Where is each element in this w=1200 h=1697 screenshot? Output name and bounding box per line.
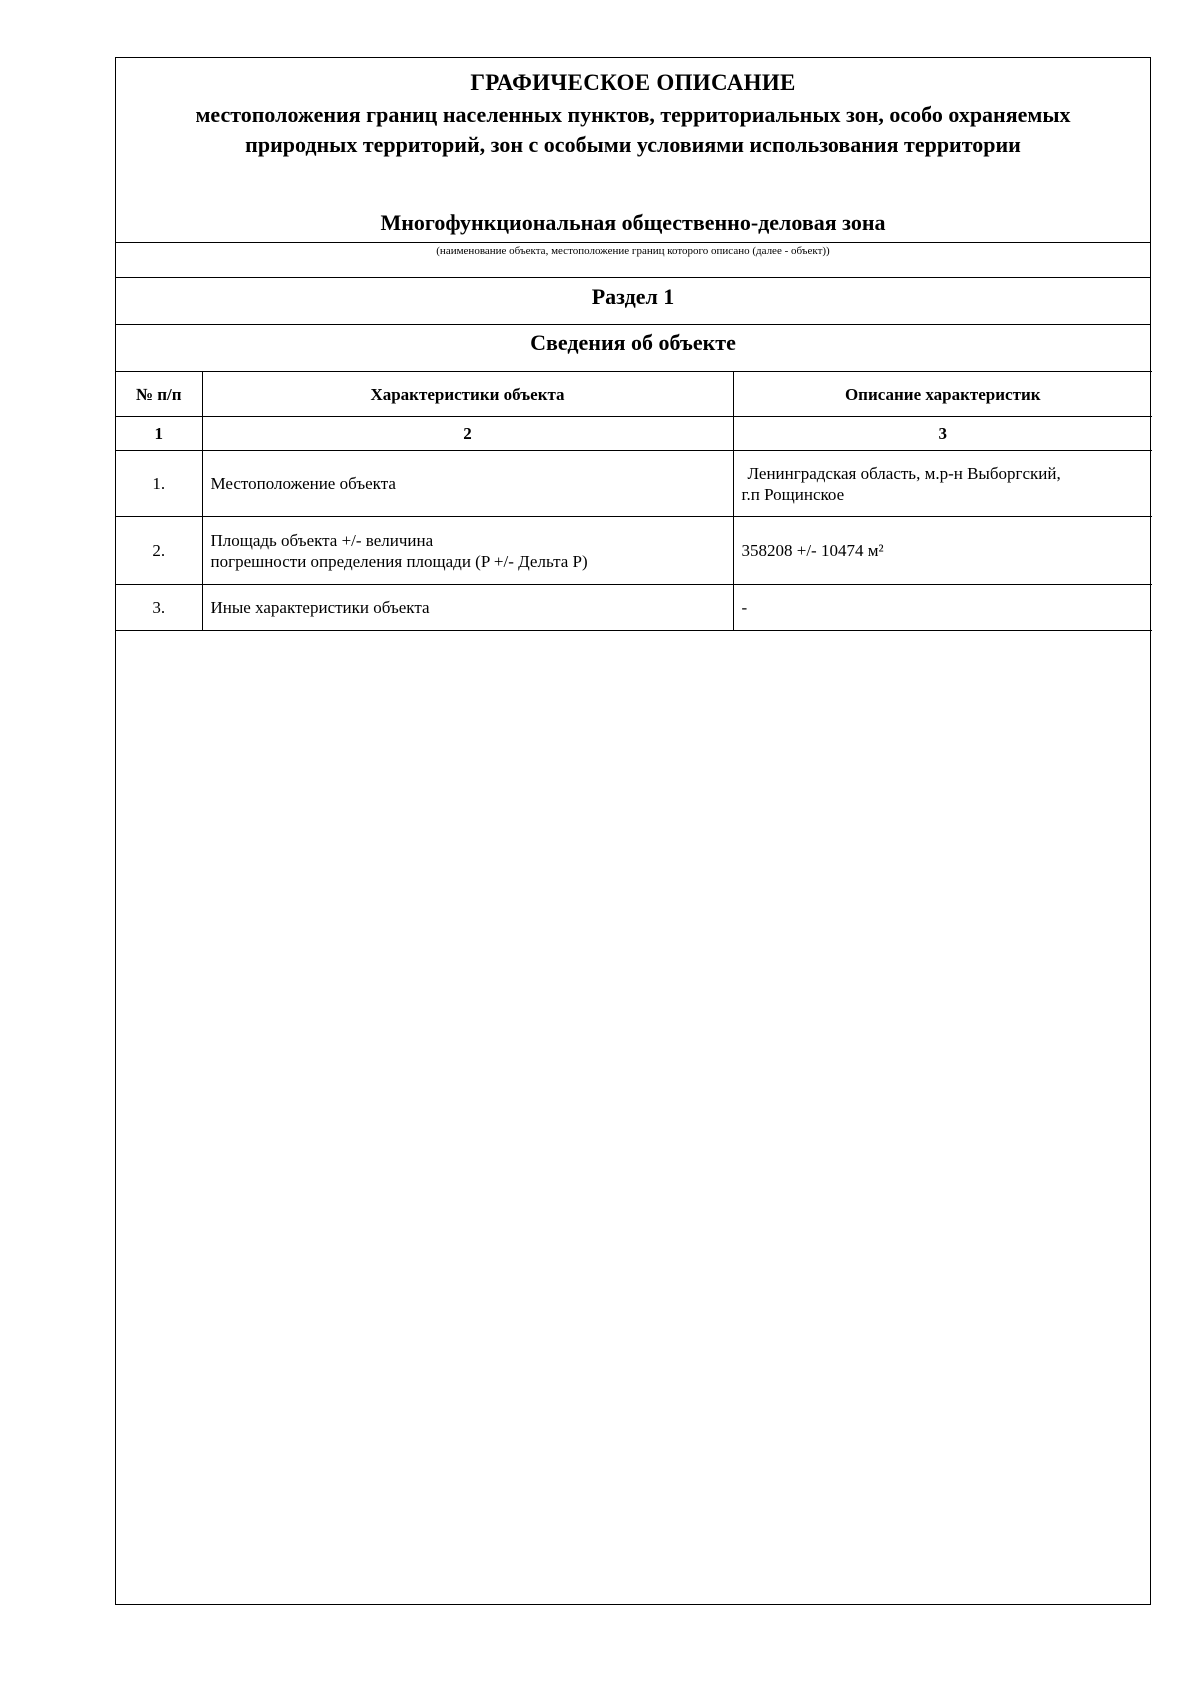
row-characteristic: Местоположение объекта xyxy=(202,451,733,517)
row-characteristic xyxy=(202,517,733,585)
column-header-characteristic: Характеристики объекта xyxy=(202,372,733,417)
document-frame xyxy=(115,57,1151,1605)
object-caption: (наименование объекта, местоположение границ которого описано (далее - объект)) xyxy=(436,245,830,257)
row-characteristic-line: Площадь объекта +/- величина xyxy=(210,530,434,550)
row-description-line: г.п Рощинское xyxy=(741,484,845,504)
divider xyxy=(116,242,1150,243)
column-number-row xyxy=(116,417,1152,451)
column-number: 2 xyxy=(202,417,733,451)
divider xyxy=(116,277,1150,278)
row-description: 358208 +/- 10474 м² xyxy=(733,517,1152,585)
row-number: 2. xyxy=(116,517,202,585)
row-number: 3. xyxy=(116,585,202,631)
column-number: 3 xyxy=(733,417,1152,451)
table-row xyxy=(116,451,1152,517)
row-description-line: Ленинградская область, м.р-н Выборгский, xyxy=(747,463,1061,483)
document-title: ГРАФИЧЕСКОЕ ОПИСАНИЕ xyxy=(470,70,796,95)
table-row xyxy=(116,517,1152,585)
row-description: - xyxy=(733,585,1152,631)
column-number: 1 xyxy=(116,417,202,451)
object-name: Многофункциональная общественно-деловая зона xyxy=(380,210,886,235)
row-number: 1. xyxy=(116,451,202,517)
section-label: Раздел 1 xyxy=(591,284,675,309)
row-characteristic-line: погрешности определения площади (P +/- Дельта P) xyxy=(210,551,588,571)
column-header-description: Описание характеристик xyxy=(733,372,1152,417)
document-subtitle: местоположения границ населенных пунктов, территориальных зон, особо охраняемых природных территорий, зон с особыми условиями использования территории xyxy=(195,102,1071,157)
column-header-number: № п/п xyxy=(116,372,202,417)
object-info-table xyxy=(116,371,1152,631)
table-header-row xyxy=(116,372,1152,417)
row-characteristic: Иные характеристики объекта xyxy=(202,585,733,631)
section-title: Сведения об объекте xyxy=(530,330,736,355)
table-row xyxy=(116,585,1152,631)
divider xyxy=(116,324,1150,325)
row-description xyxy=(733,451,1152,517)
